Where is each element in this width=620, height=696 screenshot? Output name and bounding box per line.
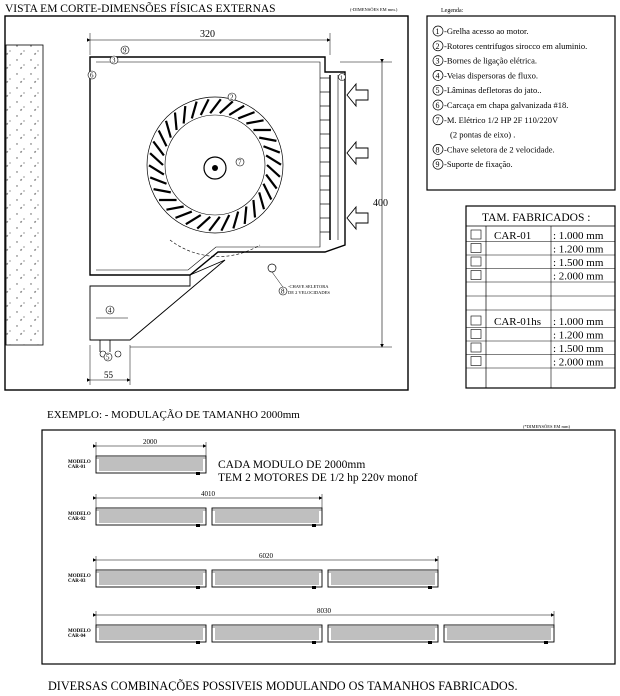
curtain-module — [212, 508, 322, 527]
legend-panel — [427, 8, 615, 190]
rotor-blade — [210, 99, 221, 113]
legend-item-text: (2 pontas de eixo) . — [450, 130, 515, 140]
rotor-blade — [220, 101, 233, 113]
curtain-module — [96, 570, 206, 589]
callout-5: 5 — [106, 354, 110, 362]
selector-switch — [268, 264, 276, 272]
centrifugal-rotor — [147, 97, 283, 257]
callout-7: 7 — [238, 159, 242, 167]
example-note-1: CADA MODULO DE 2000mm — [218, 459, 365, 471]
sizes-title: TAM. FABRICADOS : — [482, 212, 590, 224]
legend-item-number: 5 — [436, 86, 440, 95]
rotor-blade — [229, 106, 244, 115]
example-model-line1: MODELO — [68, 629, 91, 634]
example-model-line2: CAR-01 — [68, 465, 86, 470]
size-model: CAR-01 — [494, 230, 531, 242]
concrete-wall — [6, 45, 43, 345]
dim-height-label: 400 — [373, 198, 388, 209]
curtain-module — [328, 625, 438, 644]
rotor-blade — [221, 215, 229, 231]
legend-item-number: 7 — [436, 116, 440, 125]
size-checkbox[interactable] — [471, 330, 481, 339]
rotor-blade — [166, 121, 171, 138]
legend-item-text: -Veias dispersoras de fluxo. — [444, 70, 538, 80]
example-units-note: (*DIMENSÕES EM mm) — [523, 424, 571, 429]
curtain-module — [328, 570, 438, 589]
example-dimension-label: 8030 — [317, 607, 332, 615]
legend-item-text: -Chave seletora de 2 velocidade. — [444, 144, 555, 154]
dimension-height — [130, 62, 392, 347]
section-view-panel — [5, 1, 408, 390]
size-value: : 1.000 mm — [553, 230, 604, 242]
dim-base-label: 55 — [104, 370, 114, 380]
size-value: : 1.200 mm — [553, 330, 604, 342]
rotor-blade — [175, 113, 177, 130]
size-value: : 1.500 mm — [553, 343, 604, 355]
callouts — [88, 46, 346, 362]
legend-item-number: 8 — [436, 145, 440, 154]
callout-8-label: -CHAVE SELETORA DE 2 VELOCIDADES — [288, 284, 330, 295]
size-checkbox[interactable] — [471, 357, 481, 366]
example-note-2: TEM 2 MOTORES DE 1/2 hp 220v monof — [218, 472, 418, 484]
legend-item-number: 3 — [436, 57, 440, 66]
legend-item-number: 4 — [436, 71, 440, 80]
size-checkbox[interactable] — [471, 316, 481, 325]
size-checkbox[interactable] — [471, 343, 481, 352]
example-dimension-label: 4010 — [201, 490, 216, 498]
size-value: : 2.000 mm — [553, 271, 604, 283]
section-units-note: (-DIMENSÕES EM mm.) — [350, 7, 398, 12]
sizes-panel — [466, 206, 615, 388]
rotor-blade — [175, 212, 191, 218]
size-value: : 1.200 mm — [553, 244, 604, 256]
section-view-frame — [5, 16, 408, 390]
legend-item-text: -Lâminas defletoras do jato.. — [444, 85, 541, 95]
callout-4: 4 — [108, 307, 112, 315]
example-model-line2: CAR-02 — [68, 517, 86, 522]
callout-8: 8 — [281, 288, 285, 296]
legend-item-text: -M. Elétrico 1/2 HP 2F 110/220V — [444, 115, 559, 125]
example-model-line1: MODELO — [68, 512, 91, 517]
size-checkbox[interactable] — [471, 230, 481, 239]
rotor-blade — [166, 206, 183, 209]
rotor-blade — [150, 177, 166, 183]
size-checkbox[interactable] — [471, 257, 481, 266]
rotor-blade — [197, 217, 210, 229]
legend-item-number: 6 — [436, 101, 440, 110]
callout-1: 1 — [340, 76, 343, 82]
legend-item-text: -Rotores centrifugos sirocco em aluminio. — [444, 41, 587, 51]
rotor-blade — [192, 102, 197, 119]
example-model-line1: MODELO — [68, 574, 91, 579]
rotor-blade — [149, 165, 164, 174]
rotor-blade — [245, 206, 247, 223]
legend-item-number: 1 — [436, 27, 440, 36]
rotor-blade — [201, 99, 209, 115]
size-value: : 1.500 mm — [553, 257, 604, 269]
size-checkbox[interactable] — [471, 271, 481, 280]
curtain-module — [212, 570, 322, 589]
rotor-blade — [159, 131, 167, 147]
callout-3: 3 — [112, 57, 116, 65]
size-value: : 2.000 mm — [553, 357, 604, 369]
rotor-blade — [150, 153, 163, 165]
curtain-module — [444, 625, 554, 644]
legend-item-number: 2 — [436, 42, 440, 51]
curtain-module — [96, 508, 206, 527]
section-view-title: VISTA EM CORTE-DIMENSÕES FÍSICAS EXTERNAS — [5, 1, 276, 15]
rotor-blade — [233, 212, 238, 229]
curtain-module — [96, 456, 206, 475]
rotor-blade — [154, 189, 171, 192]
dim-width-label: 320 — [200, 29, 215, 40]
callout-6: 6 — [90, 72, 94, 80]
size-checkbox[interactable] — [471, 244, 481, 253]
rotor-blade — [266, 175, 277, 189]
legend-item-text: -Grelha acesso ao motor. — [444, 26, 529, 36]
example-dimension-label: 2000 — [143, 438, 158, 446]
size-model: CAR-01hs — [494, 316, 541, 328]
airflow-arrows — [347, 84, 368, 229]
rotor-blade — [263, 146, 279, 152]
rotor-blade — [267, 165, 280, 177]
footer-text: DIVERSAS COMBINAÇÕES POSSIVEIS MODULANDO OS TAMANHOS FABRICADOS. — [48, 679, 518, 691]
rotor-blade — [263, 184, 271, 200]
example-dimension-label: 6020 — [259, 552, 274, 560]
rotor-blade — [266, 155, 281, 164]
rotor-blade — [238, 112, 254, 118]
rotor-blade — [209, 217, 220, 231]
example-model-line1: MODELO — [68, 460, 91, 465]
legend-item-text: -Suporte de fixação. — [444, 159, 513, 169]
legend-item-number: 9 — [436, 160, 440, 169]
rotor-blade — [259, 138, 276, 141]
legend-title: Legenda: — [441, 8, 464, 14]
size-value: : 1.000 mm — [553, 316, 604, 328]
example-model-line2: CAR-04 — [68, 634, 86, 639]
legend-item-text: -Bornes de ligação elétrica. — [444, 56, 537, 66]
callout-9: 9 — [123, 47, 127, 55]
rotor-blade — [153, 141, 164, 155]
curtain-module — [212, 625, 322, 644]
example-heading: EXEMPLO: - MODULAÇÃO DE TAMANHO 2000mm — [47, 409, 300, 421]
example-model-line2: CAR-03 — [68, 579, 86, 584]
rotor-blade — [184, 106, 186, 123]
rotor-blade — [246, 120, 263, 123]
rotor-blade — [259, 192, 264, 209]
callout-2: 2 — [230, 94, 234, 102]
rotor-blade — [186, 215, 201, 224]
rotor-blade — [253, 200, 255, 217]
curtain-module — [96, 625, 206, 644]
example-panel — [42, 409, 615, 664]
legend-item-text: -Carcaça em chapa galvanizada #18. — [444, 100, 568, 110]
